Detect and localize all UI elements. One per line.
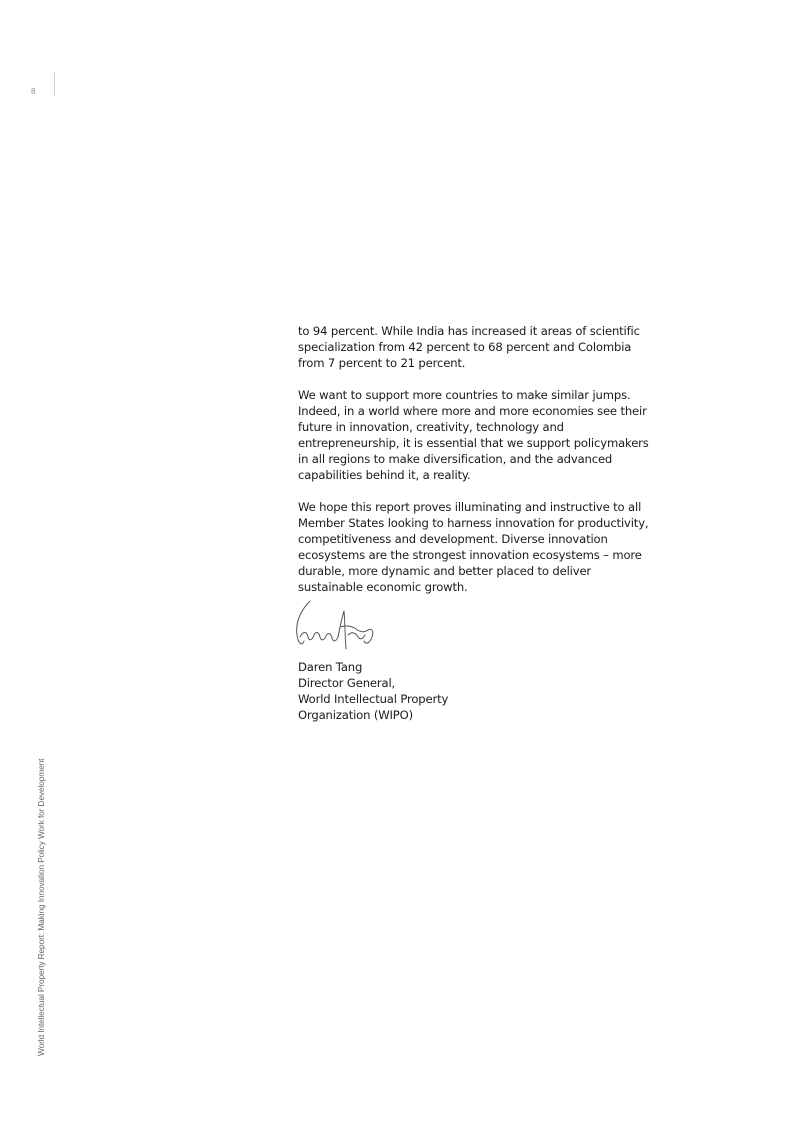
signoff-block [298,659,448,723]
paragraph-3: We hope this report proves illuminating and instructive to all Member States looking to harness innovation for productivity, competitiveness and development. Diverse innovation ecosystems are the strongest innovation ecosystems – more durable, more dynamic and better placed to deliver sustainable economic growth. [298,500,649,594]
paragraph-1: to 94 percent. While India has increased it areas of scientific specialization from 42 percent to 68 percent and Colombia from 7 percent to 21 percent. [298,324,640,370]
running-title: World Intellectual Property Report: Making Innovation Policy Work for Development [36,758,46,1056]
signatory-org-line-2: Organization (WIPO) [298,708,414,722]
signatory-title: Director General, [298,676,396,690]
signatory-name: Daren Tang [298,660,363,674]
signature-image [294,597,380,659]
header-divider [54,72,55,96]
body-text [298,323,658,611]
signatory-org-line-1: World Intellectual Property [298,692,449,706]
paragraph-2: We want to support more countries to make similar jumps. Indeed, in a world where more and more economies see their future in innovation, creativity, technology and entrepreneurship, it is essential that we support policymakers in all regions to make diversification, and the advanced capabilities behind it, a reality. [298,388,649,482]
page-number: 8 [31,87,36,96]
